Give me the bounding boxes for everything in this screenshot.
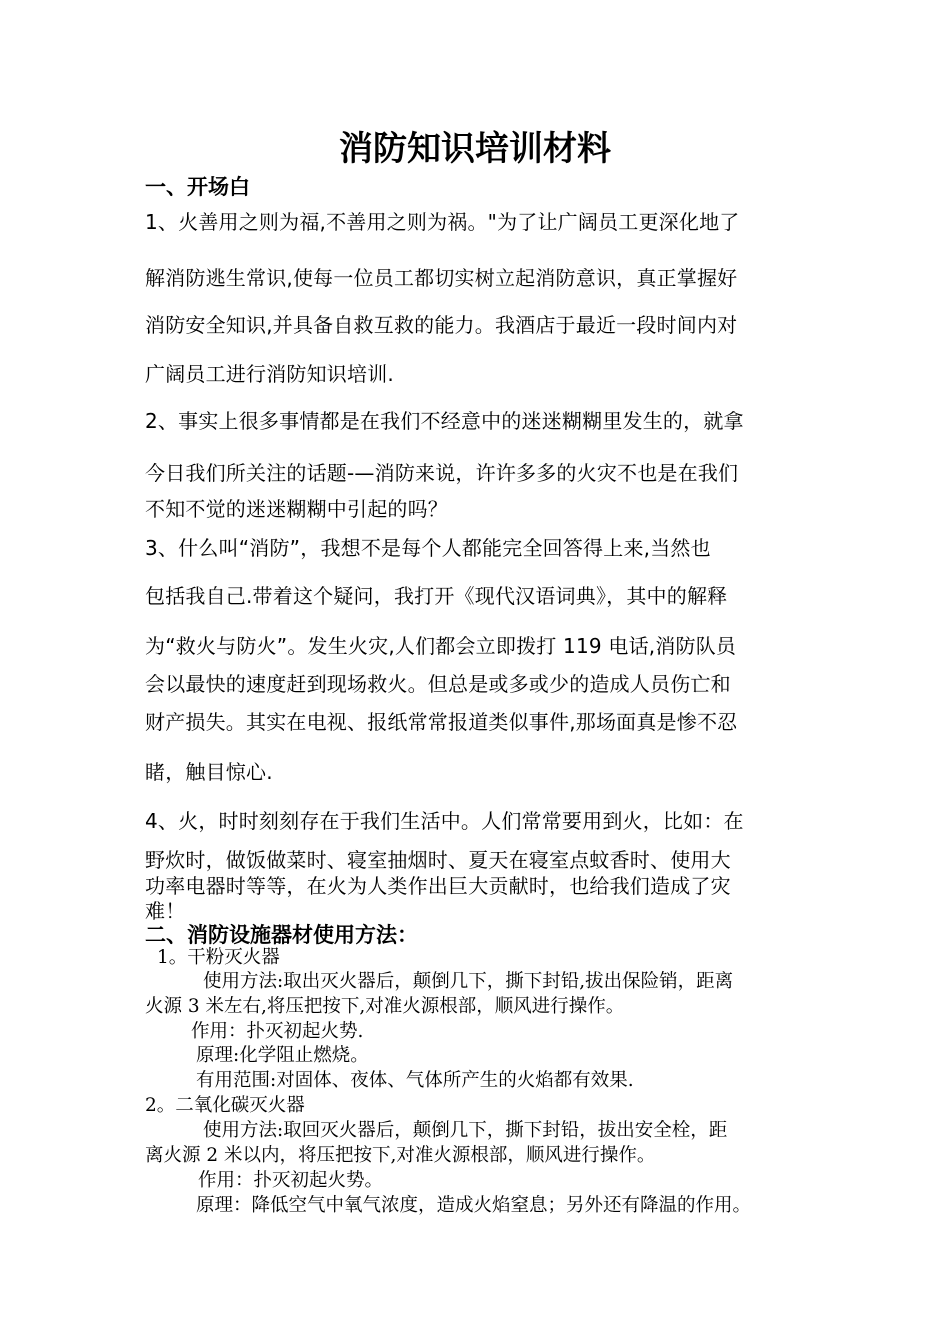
paragraph-2-line: 2、事实上很多事情都是在我们不经意中的迷迷糊糊里发生的，就拿 xyxy=(145,409,744,433)
paragraph-1-line: 消防安全知识,并具备自救互救的能力。我酒店于最近一段时间内对 xyxy=(145,313,738,337)
paragraph-1-line: 解消防逃生常识,使每一位员工都切实树立起消防意识，真正掌握好 xyxy=(145,266,738,290)
paragraph-3-line: 会以最快的速度赶到现场救火。但总是或多或少的造成人员伤亡和 xyxy=(145,672,731,696)
paragraph-3-line: 财产损失。其实在电视、报纸常常报道类似事件,那场面真是惨不忍 xyxy=(145,710,738,734)
item-1-name: 1。干粉灭火器 xyxy=(157,947,280,968)
paragraph-3-line: 为“救火与防火”。发生火灾,人们都会立即拨打 119 电话,消防队员 xyxy=(145,634,737,658)
paragraph-1-line: 1、火善用之则为福,不善用之则为祸。"为了让广阔员工更深化地了 xyxy=(145,210,740,234)
item-2-name: 2。二氧化碳灭火器 xyxy=(145,1095,305,1116)
section-heading-equipment: 二、消防设施器材使用方法： xyxy=(145,923,418,947)
paragraph-4-line: 功率电器时等等，在火为人类作出巨大贡献时，也给我们造成了灾 xyxy=(145,874,731,898)
paragraph-1-line: 广阔员工进行消防知识培训. xyxy=(145,362,394,386)
item-2-usage-line: 使用方法:取回灭火器后，颠倒几下，撕下封铅，拔出安全栓，距 xyxy=(203,1120,728,1141)
paragraph-2-line: 不知不觉的迷迷糊糊中引起的吗？ xyxy=(145,497,448,521)
section-heading-opening: 一、开场白 xyxy=(145,175,250,199)
item-1-usage-line: 火源 3 米左右,将压把按下,对准火源根部，顺风进行操作。 xyxy=(145,996,625,1017)
paragraph-4-line: 4、火，时时刻刻存在于我们生活中。人们常常要用到火，比如：在 xyxy=(145,809,744,833)
item-1-effect: 作用：扑灭初起火势. xyxy=(191,1021,364,1042)
item-2-principle: 原理：降低空气中氧气浓度，造成火焰窒息；另外还有降温的作用。 xyxy=(196,1195,752,1216)
paragraph-4-line: 野炊时，做饭做菜时、寝室抽烟时、夏天在寝室点蚊香时、使用大 xyxy=(145,848,731,872)
item-1-principle: 原理:化学阻止燃烧。 xyxy=(196,1045,369,1066)
paragraph-4-line: 难！ xyxy=(145,899,186,923)
paragraph-2-line: 今日我们所关注的话题-—消防来说，许许多多的火灾不也是在我们 xyxy=(145,461,739,485)
item-1-scope: 有用范围:对固体、夜体、气体所产生的火焰都有效果. xyxy=(196,1070,634,1091)
paragraph-3-line: 睹，触目惊心. xyxy=(145,760,273,784)
item-1-usage-line: 使用方法:取出灭火器后，颠倒几下，撕下封铅,拔出保险销，距离 xyxy=(203,971,734,992)
paragraph-3-line: 包括我自己.带着这个疑问，我打开《现代汉语词典》，其中的解释 xyxy=(145,584,728,608)
item-2-usage-line: 离火源 2 米以内，将压把按下,对准火源根部，顺风进行操作。 xyxy=(145,1145,656,1166)
paragraph-3-line: 3、什么叫“消防”，我想不是每个人都能完全回答得上来,当然也 xyxy=(145,536,711,560)
document-title: 消防知识培训材料 xyxy=(339,129,611,169)
item-2-effect: 作用：扑灭初起火势。 xyxy=(198,1170,384,1191)
